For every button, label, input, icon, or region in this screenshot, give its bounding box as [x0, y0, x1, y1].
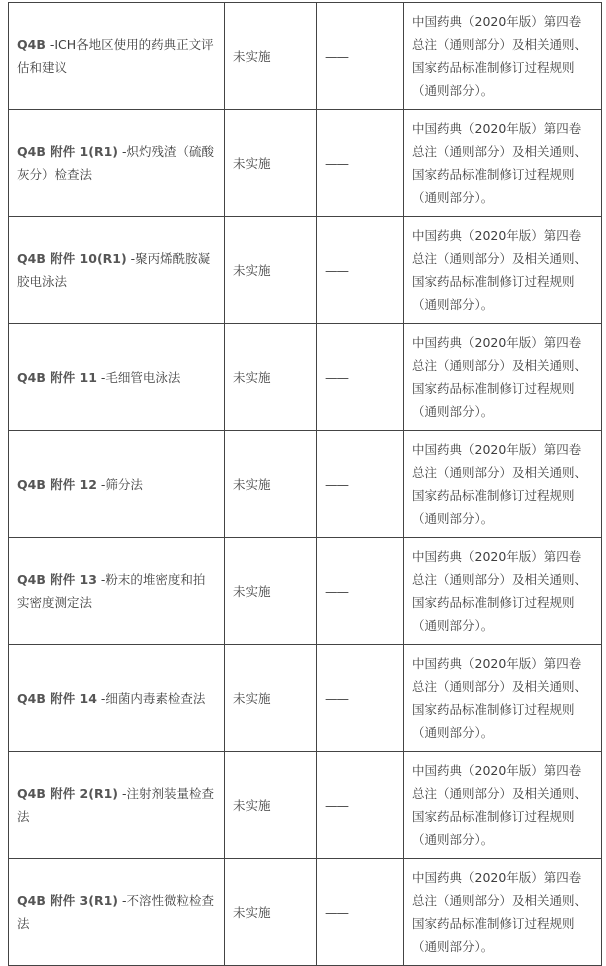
reference-text: 中国药典（2020年版）第四卷总注（通则部分）及相关通则、国家药品标准制修订过程规则（通则部分）。	[412, 121, 588, 205]
guideline-name-cell	[9, 859, 225, 966]
reference-cell	[404, 431, 602, 538]
reference-cell	[404, 752, 602, 859]
reference-text: 中国药典（2020年版）第四卷总注（通则部分）及相关通则、国家药品标准制修订过程规则（通则部分）。	[412, 763, 588, 847]
status-text: 未实施	[233, 797, 271, 813]
reference-cell	[404, 538, 602, 645]
note-text: ——	[325, 48, 348, 64]
guideline-title: -注射剂装量检查法	[17, 786, 214, 824]
guideline-code: Q4B 附件 1(R1)	[17, 144, 119, 159]
reference-text: 中国药典（2020年版）第四卷总注（通则部分）及相关通则、国家药品标准制修订过程规则（通则部分）。	[412, 442, 588, 526]
guideline-name-cell	[9, 538, 225, 645]
reference-cell	[404, 110, 602, 217]
reference-cell	[404, 324, 602, 431]
status-cell	[225, 859, 317, 966]
status-cell	[225, 324, 317, 431]
guideline-name-cell	[9, 217, 225, 324]
table-row	[9, 538, 602, 645]
status-text: 未实施	[233, 369, 271, 385]
note-text: ——	[325, 904, 348, 920]
status-cell	[225, 217, 317, 324]
guideline-name-cell	[9, 3, 225, 110]
guideline-code: Q4B 附件 3(R1)	[17, 893, 119, 908]
table-row	[9, 324, 602, 431]
reference-text: 中国药典（2020年版）第四卷总注（通则部分）及相关通则、国家药品标准制修订过程规则（通则部分）。	[412, 228, 588, 312]
note-cell	[317, 645, 404, 752]
guideline-title: -粉末的堆密度和拍实密度测定法	[17, 572, 206, 610]
status-cell	[225, 645, 317, 752]
reference-cell	[404, 645, 602, 752]
status-cell	[225, 3, 317, 110]
note-cell	[317, 859, 404, 966]
status-cell	[225, 110, 317, 217]
guideline-code: Q4B 附件 11	[17, 369, 97, 385]
note-text: ——	[325, 797, 348, 813]
guideline-name-cell	[9, 752, 225, 859]
guideline-title: -聚丙烯酰胺凝胶电泳法	[17, 251, 211, 289]
status-cell	[225, 538, 317, 645]
guideline-table	[8, 2, 602, 966]
status-text: 未实施	[233, 262, 271, 278]
reference-text: 中国药典（2020年版）第四卷总注（通则部分）及相关通则、国家药品标准制修订过程规则（通则部分）。	[412, 335, 588, 419]
note-cell	[317, 217, 404, 324]
status-text: 未实施	[233, 583, 271, 599]
guideline-code: Q4B 附件 13	[17, 572, 97, 587]
guideline-title: -毛细管电泳法	[96, 369, 181, 385]
status-text: 未实施	[233, 48, 271, 64]
reference-text: 中国药典（2020年版）第四卷总注（通则部分）及相关通则、国家药品标准制修订过程规则（通则部分）。	[412, 870, 588, 954]
table-row	[9, 752, 602, 859]
guideline-name-cell	[9, 110, 225, 217]
guideline-title: -筛分法	[96, 476, 143, 492]
table-row	[9, 431, 602, 538]
guideline-name-cell	[9, 645, 225, 752]
reference-text: 中国药典（2020年版）第四卷总注（通则部分）及相关通则、国家药品标准制修订过程规则（通则部分）。	[412, 14, 588, 98]
guideline-code: Q4B 附件 14	[17, 690, 97, 706]
guideline-code: Q4B 附件 2(R1)	[17, 786, 119, 801]
guideline-name-cell	[9, 431, 225, 538]
note-text: ——	[325, 369, 348, 385]
note-cell	[317, 110, 404, 217]
reference-cell	[404, 3, 602, 110]
reference-cell	[404, 859, 602, 966]
status-text: 未实施	[233, 904, 271, 920]
note-text: ——	[325, 262, 348, 278]
table-row	[9, 217, 602, 324]
status-cell	[225, 752, 317, 859]
note-cell	[317, 3, 404, 110]
reference-text: 中国药典（2020年版）第四卷总注（通则部分）及相关通则、国家药品标准制修订过程规则（通则部分）。	[412, 656, 588, 740]
note-cell	[317, 431, 404, 538]
table-row	[9, 859, 602, 966]
table-row	[9, 645, 602, 752]
table-row	[9, 3, 602, 110]
note-text: ——	[325, 583, 348, 599]
note-text: ——	[325, 476, 348, 492]
status-text: 未实施	[233, 690, 271, 706]
guideline-title: -细菌内毒素检查法	[96, 690, 206, 706]
status-cell	[225, 431, 317, 538]
status-text: 未实施	[233, 155, 271, 171]
guideline-title: -炽灼残渣（硫酸灰分）检查法	[17, 144, 214, 182]
guideline-title: -不溶性微粒检查法	[17, 893, 214, 931]
guideline-title: -ICH各地区使用的药典正文评估和建议	[17, 37, 214, 75]
guideline-code: Q4B	[17, 37, 46, 52]
note-text: ——	[325, 155, 348, 171]
guideline-name-cell	[9, 324, 225, 431]
note-cell	[317, 324, 404, 431]
note-text: ——	[325, 690, 348, 706]
table-row	[9, 110, 602, 217]
reference-text: 中国药典（2020年版）第四卷总注（通则部分）及相关通则、国家药品标准制修订过程规则（通则部分）。	[412, 549, 588, 633]
reference-cell	[404, 217, 602, 324]
note-cell	[317, 538, 404, 645]
status-text: 未实施	[233, 476, 271, 492]
guideline-code: Q4B 附件 12	[17, 476, 97, 492]
guideline-code: Q4B 附件 10(R1)	[17, 251, 127, 266]
note-cell	[317, 752, 404, 859]
